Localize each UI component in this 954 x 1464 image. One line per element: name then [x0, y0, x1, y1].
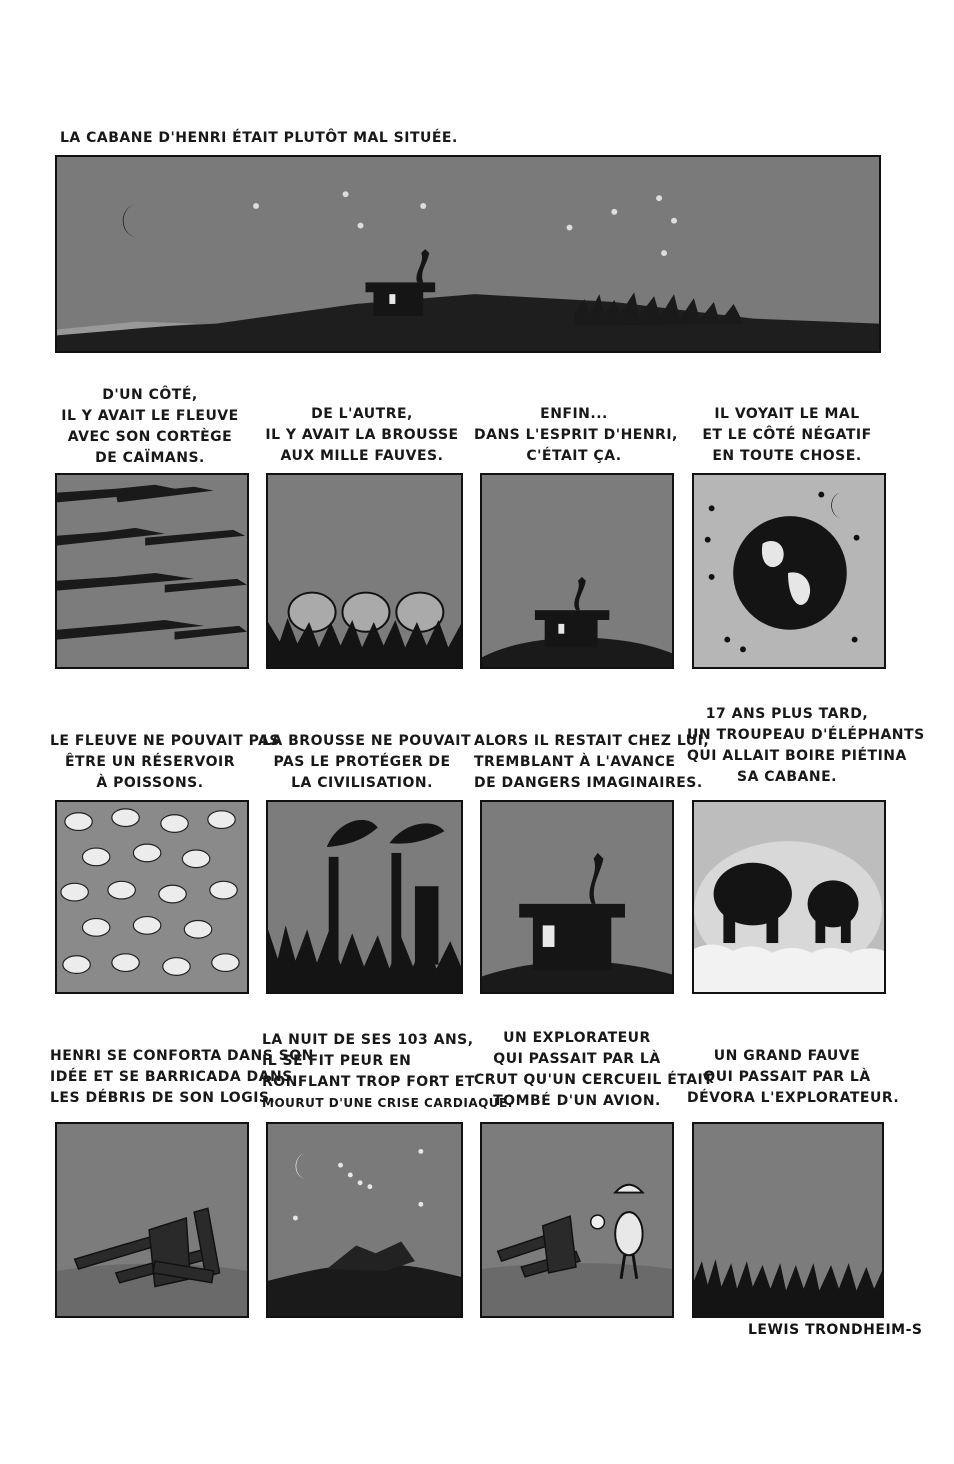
panel-cabin-trembling: [480, 800, 674, 994]
panel-factory: [266, 800, 463, 994]
explorer-scene: [482, 1124, 672, 1316]
fish-scene: [57, 802, 247, 992]
artist-signature: LEWIS TRONDHEIM-S: [748, 1322, 923, 1338]
caption-row1-3: ENFIN... DANS L'ESPRIT D'HENRI, C'ÉTAIT ÇA.: [474, 406, 678, 464]
caption-row3-1: HENRI SE CONFORTA DANS SON IDÉE ET SE BARRICADA DANS LES DÉBRIS DE SON LOGIS.: [50, 1048, 314, 1106]
caption-row2-2: LA BROUSSE NE POUVAIT PAS LE PROTÉGER DE LA CIVILISATION.: [262, 733, 471, 791]
debris-scene: [57, 1124, 247, 1316]
title-caption: LA CABANE D'HENRI ÉTAIT PLUTÔT MAL SITUÉE.: [60, 130, 458, 146]
panel-explorer: [480, 1122, 674, 1318]
panel-debris: [55, 1122, 249, 1318]
caption-row3-3: UN EXPLORATEUR QUI PASSAIT PAR LÀ CRUT QU'UN CERCUEIL ÉTAIT TOMBÉ D'UN AVION.: [474, 1030, 714, 1109]
panel-fauves: [266, 473, 463, 669]
panel-caimans: [55, 473, 249, 669]
panel-grass: [692, 1122, 884, 1318]
cabin-trembling-scene: [482, 802, 672, 992]
lion-icon: [289, 593, 444, 632]
panel-fish: [55, 800, 249, 994]
caption-row1-4: IL VOYAIT LE MAL ET LE CÔTÉ NÉGATIF EN TOUTE CHOSE.: [702, 406, 872, 464]
caption-row3-4: UN GRAND FAUVE QUI PASSAIT PAR LÀ DÉVORA L'EXPLORATEUR.: [687, 1048, 900, 1106]
caption-row1-2: DE L'AUTRE, IL Y AVAIT LA BROUSSE AUX MILLE FAUVES.: [265, 406, 459, 464]
panel-earth: [692, 473, 886, 669]
caption-row1-1: D'UN CÔTÉ, IL Y AVAIT LE FLEUVE AVEC SON CORTÈGE DE CAÏMANS.: [61, 387, 239, 466]
caption-row2-1: LE FLEUVE NE POUVAIT PAS ÊTRE UN RÉSERVOIR À POISSONS.: [50, 733, 280, 791]
elephants-scene: [694, 802, 884, 992]
caption-row2-3: ALORS IL RESTAIT CHEZ LUI, TREMBLANT À L'AVANCE DE DANGERS IMAGINAIRES.: [474, 733, 710, 791]
caption-row2-4: 17 ANS PLUS TARD, UN TROUPEAU D'ÉLÉPHANTS QUI ALLAIT BOIRE PIÉTINA SA CABANE.: [687, 706, 925, 785]
panel-cabin-isolated: [480, 473, 674, 669]
caption-row3-2: LA NUIT DE SES 103 ANS, IL SE FIT PEUR EN RONFLANT TROP FORT ET MOURUT D'UNE CRISE CARDIAQUE.: [262, 1032, 513, 1110]
panel-wide-night-cabin: [55, 155, 881, 353]
caimans-scene: [57, 475, 247, 667]
night-cabin-scene: [57, 157, 879, 351]
panel-night-ruins: [266, 1122, 463, 1318]
earth-scene: [694, 475, 884, 667]
grass-scene: [694, 1124, 882, 1316]
cabin-isolated-scene: [482, 475, 672, 667]
night-ruins-scene: [268, 1124, 461, 1316]
panel-elephants: [692, 800, 886, 994]
factory-scene: [268, 802, 461, 992]
skull-icon: [591, 1215, 605, 1229]
fauves-scene: [268, 475, 461, 667]
